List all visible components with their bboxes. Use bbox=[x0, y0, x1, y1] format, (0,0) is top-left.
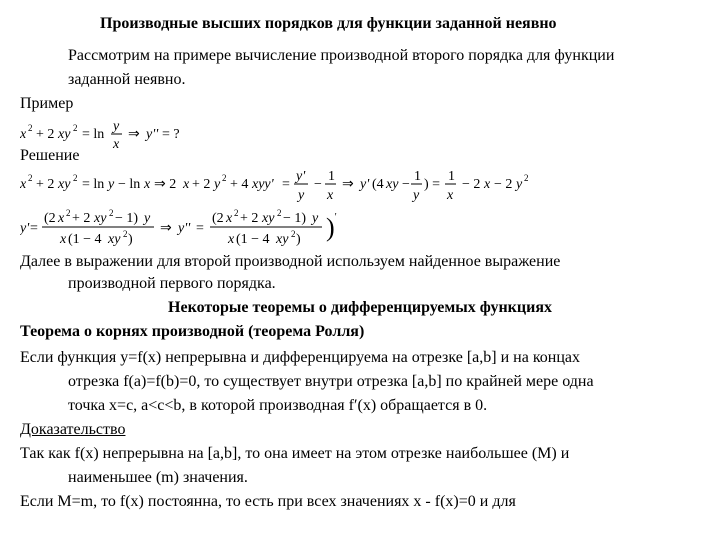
svg-text:+ 2: + 2 bbox=[240, 211, 259, 226]
svg-text:y': y' bbox=[296, 169, 306, 184]
derivative-equation-1 bbox=[20, 168, 590, 204]
svg-text:xy: xy bbox=[108, 232, 121, 247]
svg-text:= ?: = ? bbox=[162, 127, 180, 142]
after-equation-line-1: Далее в выражении для второй производной используем найденное выражение bbox=[20, 253, 561, 270]
svg-text:y: y bbox=[214, 177, 221, 192]
svg-text:⇒ 2: ⇒ 2 bbox=[154, 177, 177, 192]
solution-label: Решение bbox=[20, 147, 80, 164]
svg-text:y'': y'' bbox=[146, 127, 159, 142]
svg-text:+ 4: + 4 bbox=[230, 177, 249, 192]
svg-text:− 1): − 1) bbox=[115, 211, 139, 226]
svg-text:− 2: − 2 bbox=[494, 177, 513, 192]
svg-text:) =: ) = bbox=[424, 177, 441, 192]
svg-text:(2: (2 bbox=[44, 211, 56, 226]
svg-text:+ 2: + 2 bbox=[192, 177, 211, 192]
svg-text:x: x bbox=[226, 211, 233, 226]
svg-text:2: 2 bbox=[277, 208, 282, 218]
svg-text:2: 2 bbox=[109, 208, 114, 218]
proof-line-2: наименьшее (m) значения. bbox=[68, 469, 248, 486]
svg-text:x: x bbox=[58, 211, 65, 226]
svg-text:− ln: − ln bbox=[118, 177, 141, 192]
svg-text:y'': y'' bbox=[178, 221, 191, 236]
svg-text:x: x bbox=[20, 127, 27, 142]
svg-text:x: x bbox=[113, 137, 120, 152]
svg-text:⇒: ⇒ bbox=[160, 221, 172, 236]
svg-text:xy: xy bbox=[276, 232, 289, 247]
svg-text:=: = bbox=[30, 221, 38, 236]
svg-text:x: x bbox=[484, 177, 491, 192]
svg-text:1: 1 bbox=[414, 169, 421, 184]
svg-text:2: 2 bbox=[222, 173, 227, 183]
svg-text:+ 2: + 2 bbox=[72, 211, 91, 226]
svg-text:1: 1 bbox=[448, 169, 455, 184]
intro-line-2: заданной неявно. bbox=[68, 71, 186, 88]
svg-text:y': y' bbox=[360, 177, 370, 192]
derivative-equation-2 bbox=[20, 208, 440, 250]
svg-text:): ) bbox=[128, 232, 133, 247]
svg-text:y': y' bbox=[20, 221, 30, 236]
svg-text:': ' bbox=[334, 212, 337, 223]
svg-text:2: 2 bbox=[234, 208, 239, 218]
svg-text:= ln: = ln bbox=[82, 177, 105, 192]
intro-line-1: Рассмотрим на примере вычисление производной второго порядка для функции bbox=[68, 47, 615, 64]
svg-text:1: 1 bbox=[328, 169, 335, 184]
svg-text:xy: xy bbox=[94, 211, 107, 226]
svg-text:=: = bbox=[196, 221, 204, 236]
proof-label: Доказательство bbox=[20, 421, 126, 438]
svg-text:(1 − 4: (1 − 4 bbox=[68, 232, 102, 247]
svg-text:(4: (4 bbox=[372, 177, 384, 192]
proof-line-3: Если M=m, то f(x) постоянна, то есть при всех значениях x - f(x)=0 и для bbox=[20, 493, 516, 510]
svg-text:2: 2 bbox=[291, 229, 296, 239]
svg-text:⇒: ⇒ bbox=[128, 127, 140, 142]
svg-text:− 2: − 2 bbox=[462, 177, 481, 192]
svg-text:y: y bbox=[108, 177, 115, 192]
theorem-title: Теорема о корнях производной (теорема Ролля) bbox=[20, 323, 365, 340]
svg-text:− 1): − 1) bbox=[283, 211, 307, 226]
svg-text:−: − bbox=[402, 177, 410, 192]
svg-text:xy: xy bbox=[262, 211, 275, 226]
svg-text:xy: xy bbox=[58, 127, 71, 142]
svg-text:2: 2 bbox=[123, 229, 128, 239]
theorem-line-2: отрезка f(a)=f(b)=0, то существует внутри отрезка [a,b] по крайней мере одна bbox=[68, 373, 594, 390]
svg-text:x: x bbox=[183, 177, 190, 192]
svg-text:y: y bbox=[113, 119, 120, 134]
svg-text:): ) bbox=[296, 232, 301, 247]
svg-text:x: x bbox=[447, 188, 454, 203]
svg-text:x: x bbox=[20, 177, 27, 192]
svg-text:x: x bbox=[228, 232, 235, 247]
svg-text:x: x bbox=[144, 177, 151, 192]
section-title: Некоторые теоремы о дифференцируемых функциях bbox=[168, 299, 552, 316]
svg-text:=: = bbox=[282, 177, 290, 192]
svg-text:(1 − 4: (1 − 4 bbox=[236, 232, 270, 247]
svg-text:2: 2 bbox=[28, 173, 33, 183]
svg-text:x: x bbox=[327, 188, 334, 203]
svg-text:2: 2 bbox=[28, 123, 33, 133]
svg-text:2: 2 bbox=[73, 123, 78, 133]
proof-line-1: Так как f(x) непрерывна на [a,b], то она имеет на этом отрезке наибольшее (M) и bbox=[20, 445, 570, 462]
example-label: Пример bbox=[20, 95, 74, 112]
svg-text:y: y bbox=[413, 188, 420, 203]
svg-text:y: y bbox=[516, 177, 523, 192]
svg-text:= ln: = ln bbox=[82, 127, 105, 142]
theorem-line-3: точка x=c, a<c<b, в которой производная f′(x) обращается в 0. bbox=[68, 397, 488, 414]
page-title: Производные высших порядков для функции заданной неявно bbox=[100, 15, 557, 32]
svg-text:(2: (2 bbox=[212, 211, 224, 226]
svg-text:y: y bbox=[312, 211, 319, 226]
svg-text:+ 2: + 2 bbox=[36, 177, 55, 192]
svg-text:+ 2: + 2 bbox=[36, 127, 55, 142]
svg-text:y: y bbox=[298, 188, 305, 203]
svg-text:2: 2 bbox=[524, 173, 529, 183]
svg-text:xyy': xyy' bbox=[252, 177, 274, 192]
svg-text:xy: xy bbox=[58, 177, 71, 192]
svg-text:xy: xy bbox=[386, 177, 399, 192]
svg-text:−: − bbox=[314, 177, 322, 192]
svg-text:2: 2 bbox=[66, 208, 71, 218]
svg-text:2: 2 bbox=[73, 173, 78, 183]
svg-text:): ) bbox=[326, 213, 335, 242]
after-equation-line-2: производной первого порядка. bbox=[68, 275, 276, 292]
theorem-line-1: Если функция y=f(x) непрерывна и дифференцируема на отрезке [a,b] и на концах bbox=[20, 349, 581, 366]
svg-text:y: y bbox=[144, 211, 151, 226]
svg-text:⇒: ⇒ bbox=[342, 177, 354, 192]
svg-text:x: x bbox=[60, 232, 67, 247]
